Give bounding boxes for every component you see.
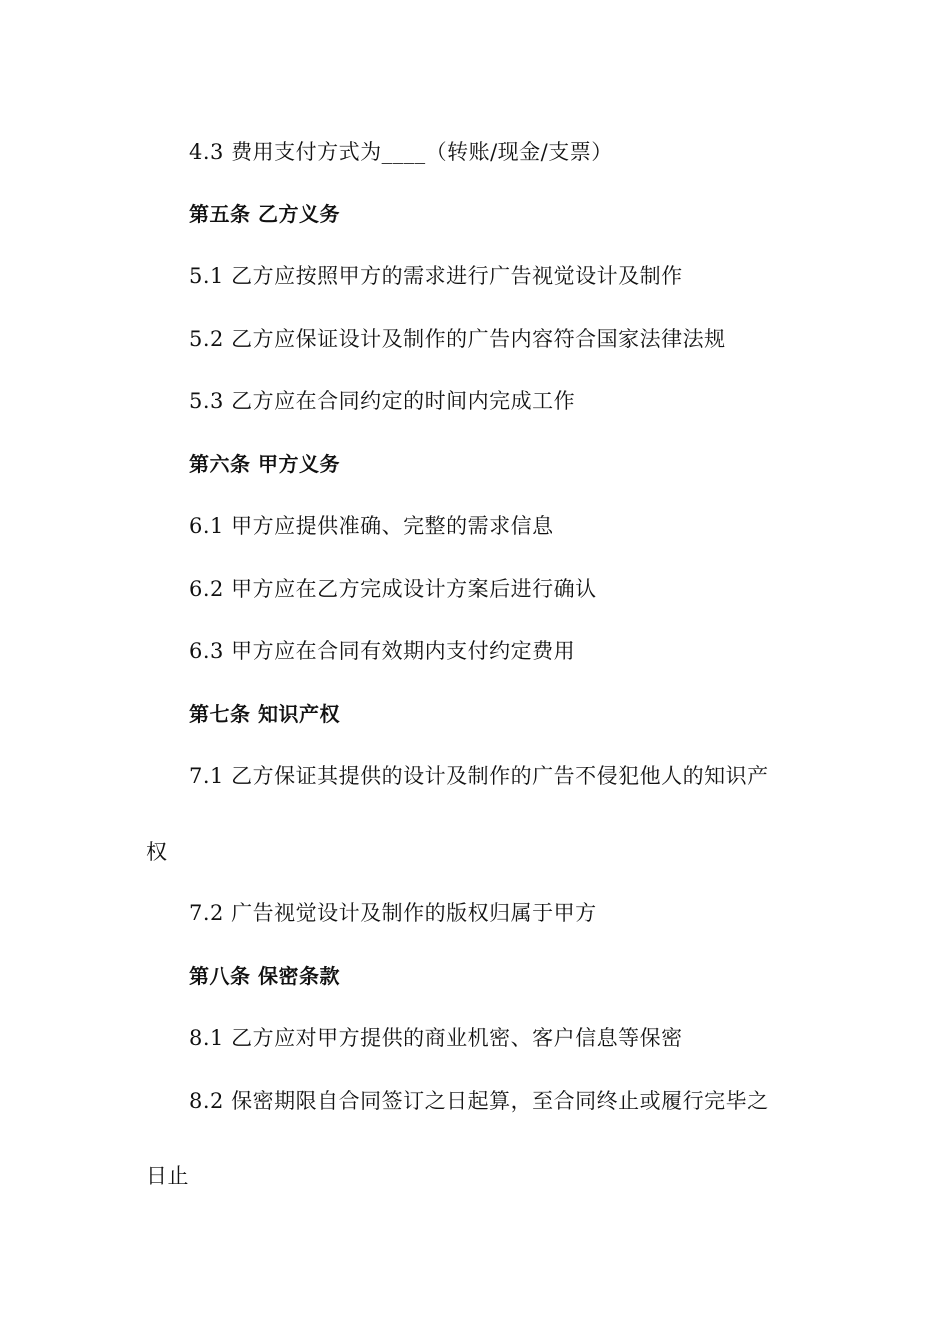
clause-6-1: 6.1 甲方应提供准确、完整的需求信息 <box>189 514 554 538</box>
clause-7-1-continuation: 权 <box>146 840 168 864</box>
clause-7-1: 7.1 乙方保证其提供的设计及制作的广告不侵犯他人的知识产 <box>189 764 769 788</box>
clause-4-3: 4.3 费用支付方式为____（转账/现金/支票） <box>189 140 613 164</box>
clause-5-2: 5.2 乙方应保证设计及制作的广告内容符合国家法律法规 <box>189 327 726 351</box>
article-5-heading: 第五条 乙方义务 <box>189 202 340 226</box>
clause-5-1: 5.1 乙方应按照甲方的需求进行广告视觉设计及制作 <box>189 264 683 288</box>
article-7-heading: 第七条 知识产权 <box>189 702 340 726</box>
article-6-heading: 第六条 甲方义务 <box>189 452 340 476</box>
clause-5-3: 5.3 乙方应在合同约定的时间内完成工作 <box>189 389 576 413</box>
clause-8-1: 8.1 乙方应对甲方提供的商业机密、客户信息等保密 <box>189 1026 683 1050</box>
clause-8-2-continuation: 日止 <box>146 1164 189 1188</box>
clause-6-2: 6.2 甲方应在乙方完成设计方案后进行确认 <box>189 577 597 601</box>
clause-8-2: 8.2 保密期限自合同签订之日起算，至合同终止或履行完毕之 <box>189 1089 769 1113</box>
article-8-heading: 第八条 保密条款 <box>189 964 340 988</box>
clause-6-3: 6.3 甲方应在合同有效期内支付约定费用 <box>189 639 576 663</box>
clause-7-2: 7.2 广告视觉设计及制作的版权归属于甲方 <box>189 901 597 925</box>
